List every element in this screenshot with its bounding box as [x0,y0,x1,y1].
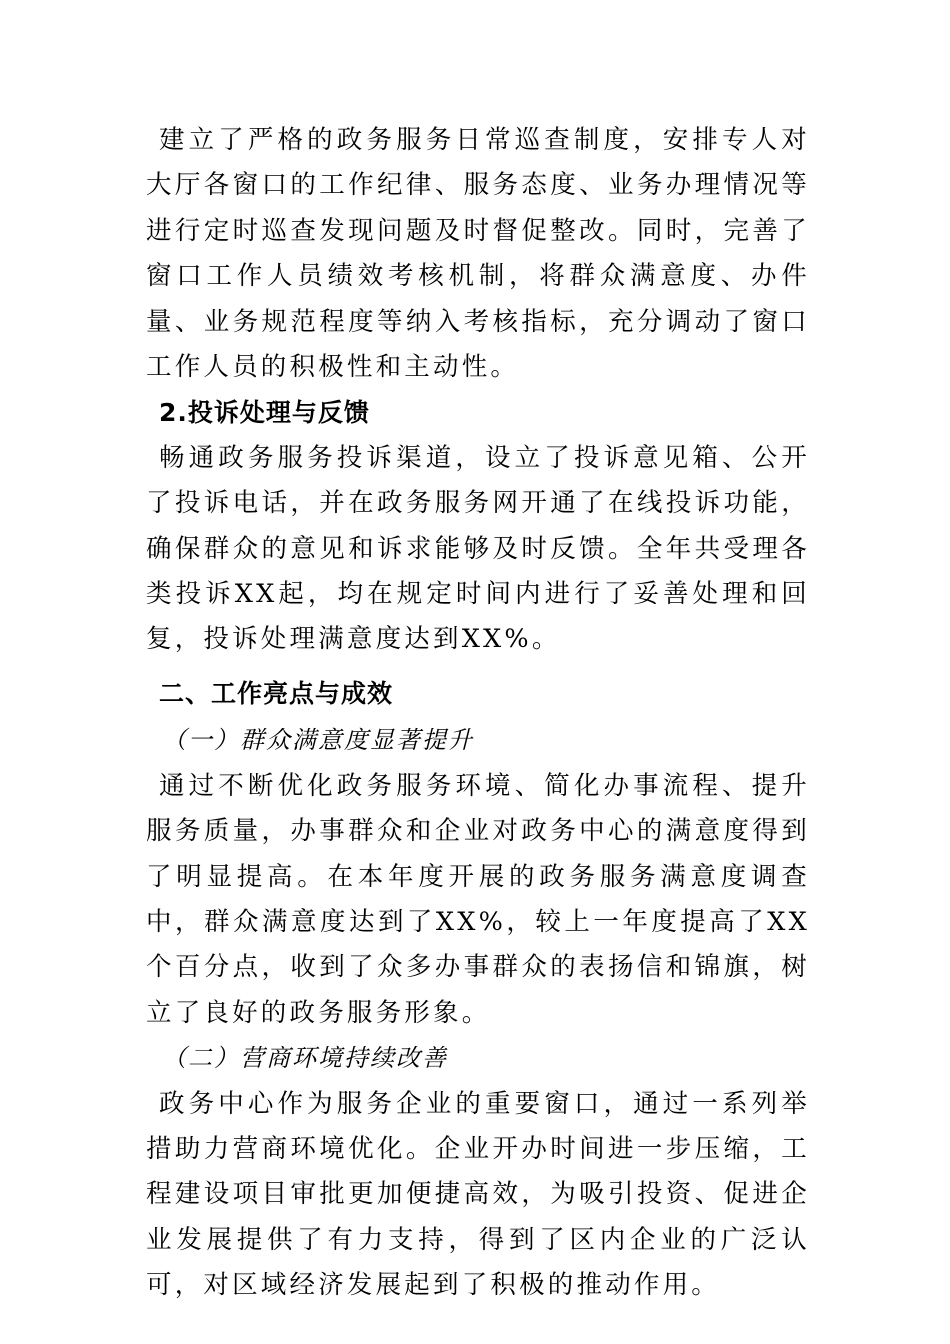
heading-complaint-handling: 2.投诉处理与反馈 [159,398,370,428]
document-page [146,118,810,1309]
paragraph-business-environment: 政务中心作为服务企业的重要窗口，通过一系列举措助力营商环境优化。企业开办时间进一步压缩，工程建设项目审批更加便捷高效，为吸引投资、促进企业发展提供了有力支持，得到了区内企业的广泛认可，对区域经济发展起到了积极的推动作用。 [146,1088,810,1301]
subheading-business-environment: （二）营商环境持续改善 [162,1044,448,1073]
paragraph-complaints: 畅通政务服务投诉渠道，设立了投诉意见箱、公开了投诉电话，并在政务服务网开通了在线投诉功能，确保群众的意见和诉求能够及时反馈。全年共受理各类投诉XX起，均在规定时间内进行了妥善处理和回复，投诉处理满意度达到XX%。 [146,442,810,655]
subheading-satisfaction: （一）群众满意度显著提升 [162,726,474,755]
paragraph-satisfaction: 通过不断优化政务服务环境、简化办事流程、提升服务质量，办事群众和企业对政务中心的满意度得到了明显提高。在本年度开展的政务服务满意度调查中，群众满意度达到了XX%，较上一年度提高了XX个百分点，收到了众多办事群众的表扬信和锦旗，树立了良好的政务服务形象。 [146,770,810,1028]
paragraph-inspection: 建立了严格的政务服务日常巡查制度，安排专人对大厅各窗口的工作纪律、服务态度、业务办理情况等进行定时巡查发现问题及时督促整改。同时，完善了窗口工作人员绩效考核机制，将群众满意度、办件量、业务规范程度等纳入考核指标，充分调动了窗口工作人员的积极性和主动性。 [146,125,810,383]
heading-highlights: 二、工作亮点与成效 [159,678,394,708]
